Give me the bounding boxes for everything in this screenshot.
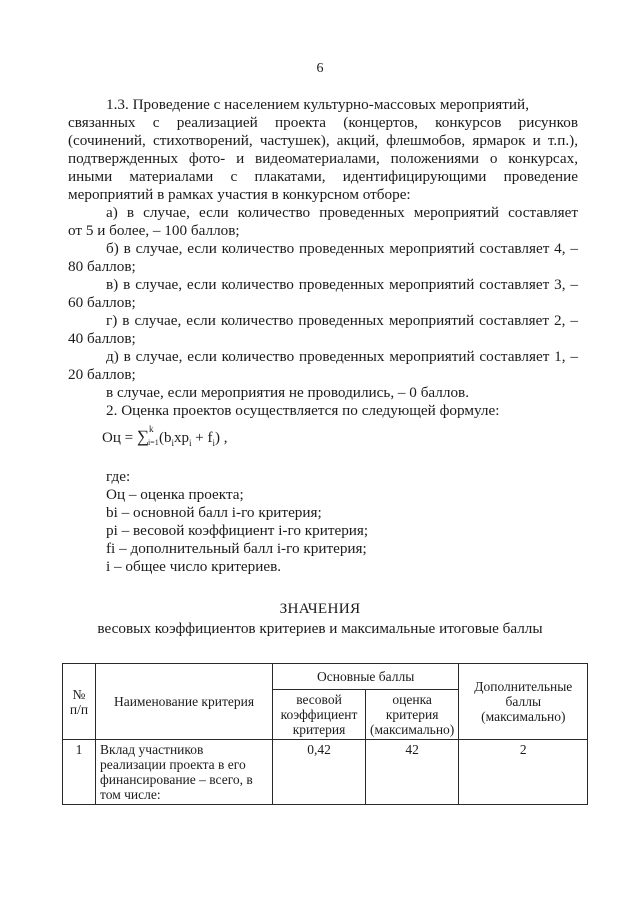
text-line: подтвержденных фото- и видеоматериалами, положениями о конкурсах, bbox=[68, 150, 578, 167]
formula-term: xp bbox=[173, 430, 189, 446]
table-title: ЗНАЧЕНИЯ bbox=[279, 600, 361, 617]
sum-upper-limit: k bbox=[148, 424, 154, 434]
option-a-cont: от 5 и более, – 100 баллов; bbox=[68, 222, 240, 239]
option-a: а) в случае, если количество проведенных мероприятий составляет bbox=[106, 204, 578, 221]
option-d: г) в случае, если количество проведенных мероприятий составляет 2, – bbox=[106, 312, 578, 329]
formula-term: ) , bbox=[214, 430, 228, 446]
legend-item: i – общее число критериев. bbox=[106, 558, 282, 575]
header-main-scores: Основные баллы bbox=[273, 664, 459, 690]
header-name: Наименование критерия bbox=[96, 664, 273, 740]
text-line: (сочинений, стихотворений, частушек), акций, флешмобов, ярмарок и т.п.), bbox=[68, 132, 578, 149]
formula-sub: i bbox=[212, 438, 215, 448]
option-b: б) в случае, если количество проведенных мероприятий составляет 4, – bbox=[106, 240, 578, 257]
criteria-table bbox=[62, 663, 588, 805]
cell-extra: 2 bbox=[459, 740, 588, 805]
option-c-cont: 60 баллов; bbox=[68, 294, 136, 311]
formula-lhs: Оц = bbox=[102, 430, 137, 446]
page-number: 6 bbox=[316, 61, 324, 76]
option-e-cont: 20 баллов; bbox=[68, 366, 136, 383]
sum-lower-limit: i=1 bbox=[147, 438, 159, 447]
cell-name: Вклад участников реализации проекта в его финансирование – всего, в том числе: bbox=[96, 740, 273, 805]
legend-item: bi – основной балл i-го критерия; bbox=[106, 504, 322, 521]
option-none: в случае, если мероприятия не проводились, – 0 баллов. bbox=[106, 384, 470, 401]
formula-term: (b bbox=[158, 430, 172, 446]
option-e: д) в случае, если количество проведенных мероприятий составляет 1, – bbox=[106, 348, 578, 365]
formula-term: + f bbox=[191, 430, 213, 446]
option-c: в) в случае, если количество проведенных мероприятий составляет 3, – bbox=[106, 276, 578, 293]
legend-item: Оц – оценка проекта; bbox=[106, 486, 244, 503]
formula-intro: 2. Оценка проектов осуществляется по следующей формуле: bbox=[106, 402, 500, 419]
cell-num: 1 bbox=[63, 740, 96, 805]
text-line: мероприятий в рамках участия в конкурсном отборе: bbox=[68, 186, 411, 203]
option-d-cont: 40 баллов; bbox=[68, 330, 136, 347]
cell-weight: 0,42 bbox=[273, 740, 366, 805]
header-num: № п/п bbox=[63, 664, 96, 740]
formula-sub: i bbox=[188, 438, 192, 448]
text-line: 1.3. Проведение с населением культурно-массовых мероприятий, bbox=[106, 96, 529, 113]
legend-item: pi – весовой коэффициент i-го критерия; bbox=[106, 522, 369, 539]
table-subtitle: весовых коэффициентов критериев и максимальные итоговые баллы bbox=[97, 620, 543, 637]
legend-label: где: bbox=[106, 468, 131, 485]
legend-item: fi – дополнительный балл i-го критерия; bbox=[106, 540, 367, 557]
formula-sub: i bbox=[171, 438, 174, 448]
header-weight: весовой коэффициент критерия bbox=[273, 690, 366, 740]
score-formula bbox=[102, 424, 228, 448]
cell-score: 42 bbox=[366, 740, 459, 805]
sum-icon: ∑ bbox=[136, 427, 149, 446]
text-line: иными материалами с плакатами, идентифицирующими проведение bbox=[68, 168, 578, 185]
option-b-cont: 80 баллов; bbox=[68, 258, 136, 275]
text-line: связанных с реализацией проекта (концертов, конкурсов рисунков bbox=[68, 114, 578, 131]
header-extra: Дополнительные баллы (максимально) bbox=[459, 664, 588, 740]
header-score: оценка критерия (максимально) bbox=[366, 690, 459, 740]
table-row bbox=[63, 740, 588, 805]
